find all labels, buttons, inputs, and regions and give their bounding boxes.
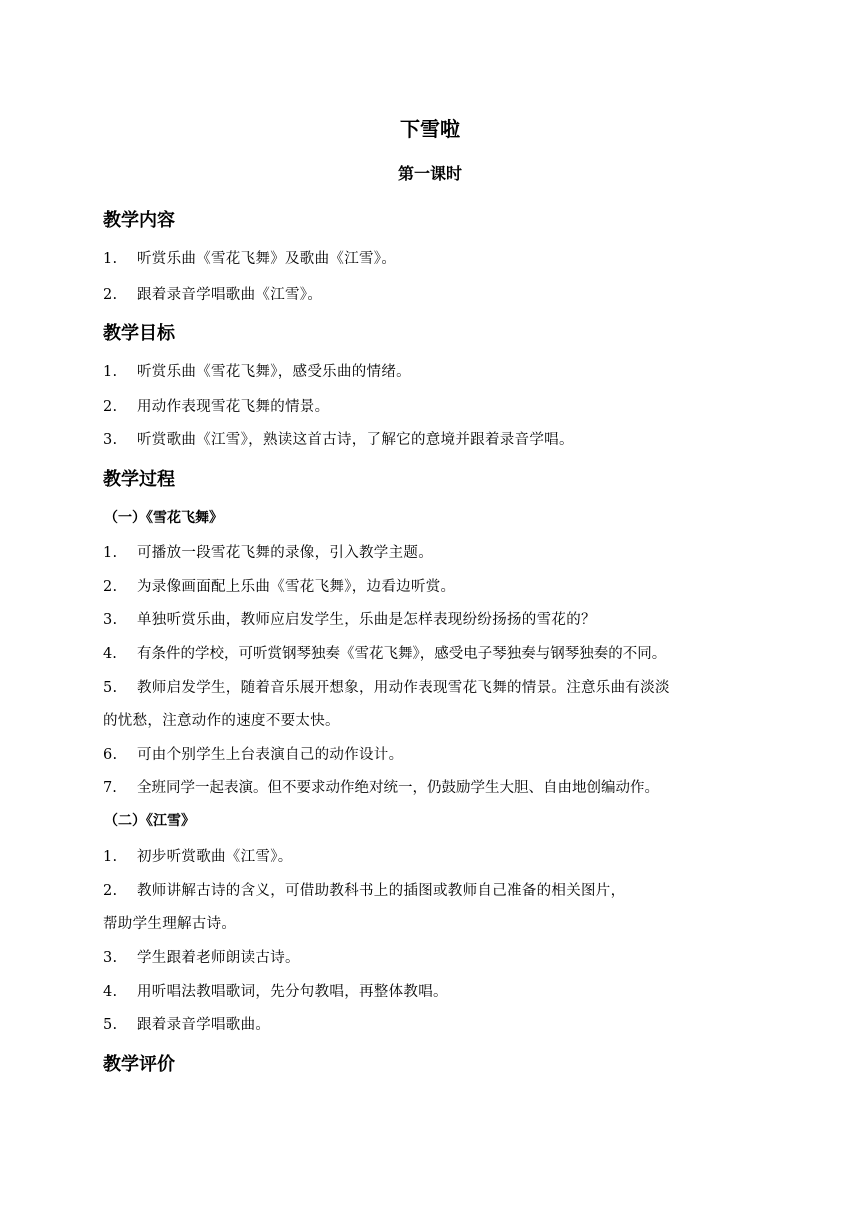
list-item: 2. 教师讲解古诗的含义，可借助教科书上的插图或教师自己准备的相关图片， xyxy=(103,883,626,899)
list-item: 5. 跟着录音学唱歌曲。 xyxy=(103,1017,271,1033)
list-item: 5. 教师启发学生，随着音乐展开想象，用动作表现雪花飞舞的情景。注意乐曲有淡淡 xyxy=(103,680,670,696)
section-heading-content: 教学内容 xyxy=(103,210,175,231)
list-item: 3. 单独听赏乐曲，教师应启发学生，乐曲是怎样表现纷纷扬扬的雪花的？ xyxy=(103,612,596,628)
list-item-continuation: 的忧愁，注意动作的速度不要太快。 xyxy=(103,713,340,729)
list-item-continuation: 帮助学生理解古诗。 xyxy=(103,916,237,932)
list-item: 1. 初步听赏歌曲《江雪》。 xyxy=(103,849,293,865)
list-item: 7. 全班同学一起表演。但不要求动作绝对统一，仍鼓励学生大胆、自由地创编动作。 xyxy=(103,780,659,796)
list-item: 3. 听赏歌曲《江雪》，熟读这首古诗，了解它的意境并跟着录音学唱。 xyxy=(103,432,574,448)
page-title: 下雪啦 xyxy=(400,117,460,141)
list-item: 4. 有条件的学校，可听赏钢琴独奏《雪花飞舞》，感受电子琴独奏与钢琴独奏的不同。 xyxy=(103,646,667,662)
list-item: 2. 用动作表现雪花飞舞的情景。 xyxy=(103,399,330,415)
section-heading-process: 教学过程 xyxy=(103,469,175,490)
page-subtitle: 第一课时 xyxy=(397,164,462,183)
section-heading-goals: 教学目标 xyxy=(103,323,175,344)
list-item: 2. 为录像画面配上乐曲《雪花飞舞》，边看边听赏。 xyxy=(103,579,456,595)
list-item: 1. 可播放一段雪花飞舞的录像，引入教学主题。 xyxy=(103,545,433,561)
list-item: 2. 跟着录音学唱歌曲《江雪》。 xyxy=(103,287,323,303)
list-item: 3. 学生跟着老师朗读古诗。 xyxy=(103,950,300,966)
list-item: 4. 用听唱法教唱歌词，先分句教唱，再整体教唱。 xyxy=(103,984,448,1000)
subsection-heading-xuehua: （一）《雪花飞舞》 xyxy=(104,510,223,526)
section-heading-evaluation: 教学评价 xyxy=(103,1054,175,1075)
subsection-heading-jiangxue: （二）《江雪》 xyxy=(104,813,195,829)
list-item: 6. 可由个别学生上台表演自己的动作设计。 xyxy=(103,747,404,763)
list-item: 1. 听赏乐曲《雪花飞舞》及歌曲《江雪》。 xyxy=(103,251,397,267)
list-item: 1. 听赏乐曲《雪花飞舞》，感受乐曲的情绪。 xyxy=(103,364,411,380)
